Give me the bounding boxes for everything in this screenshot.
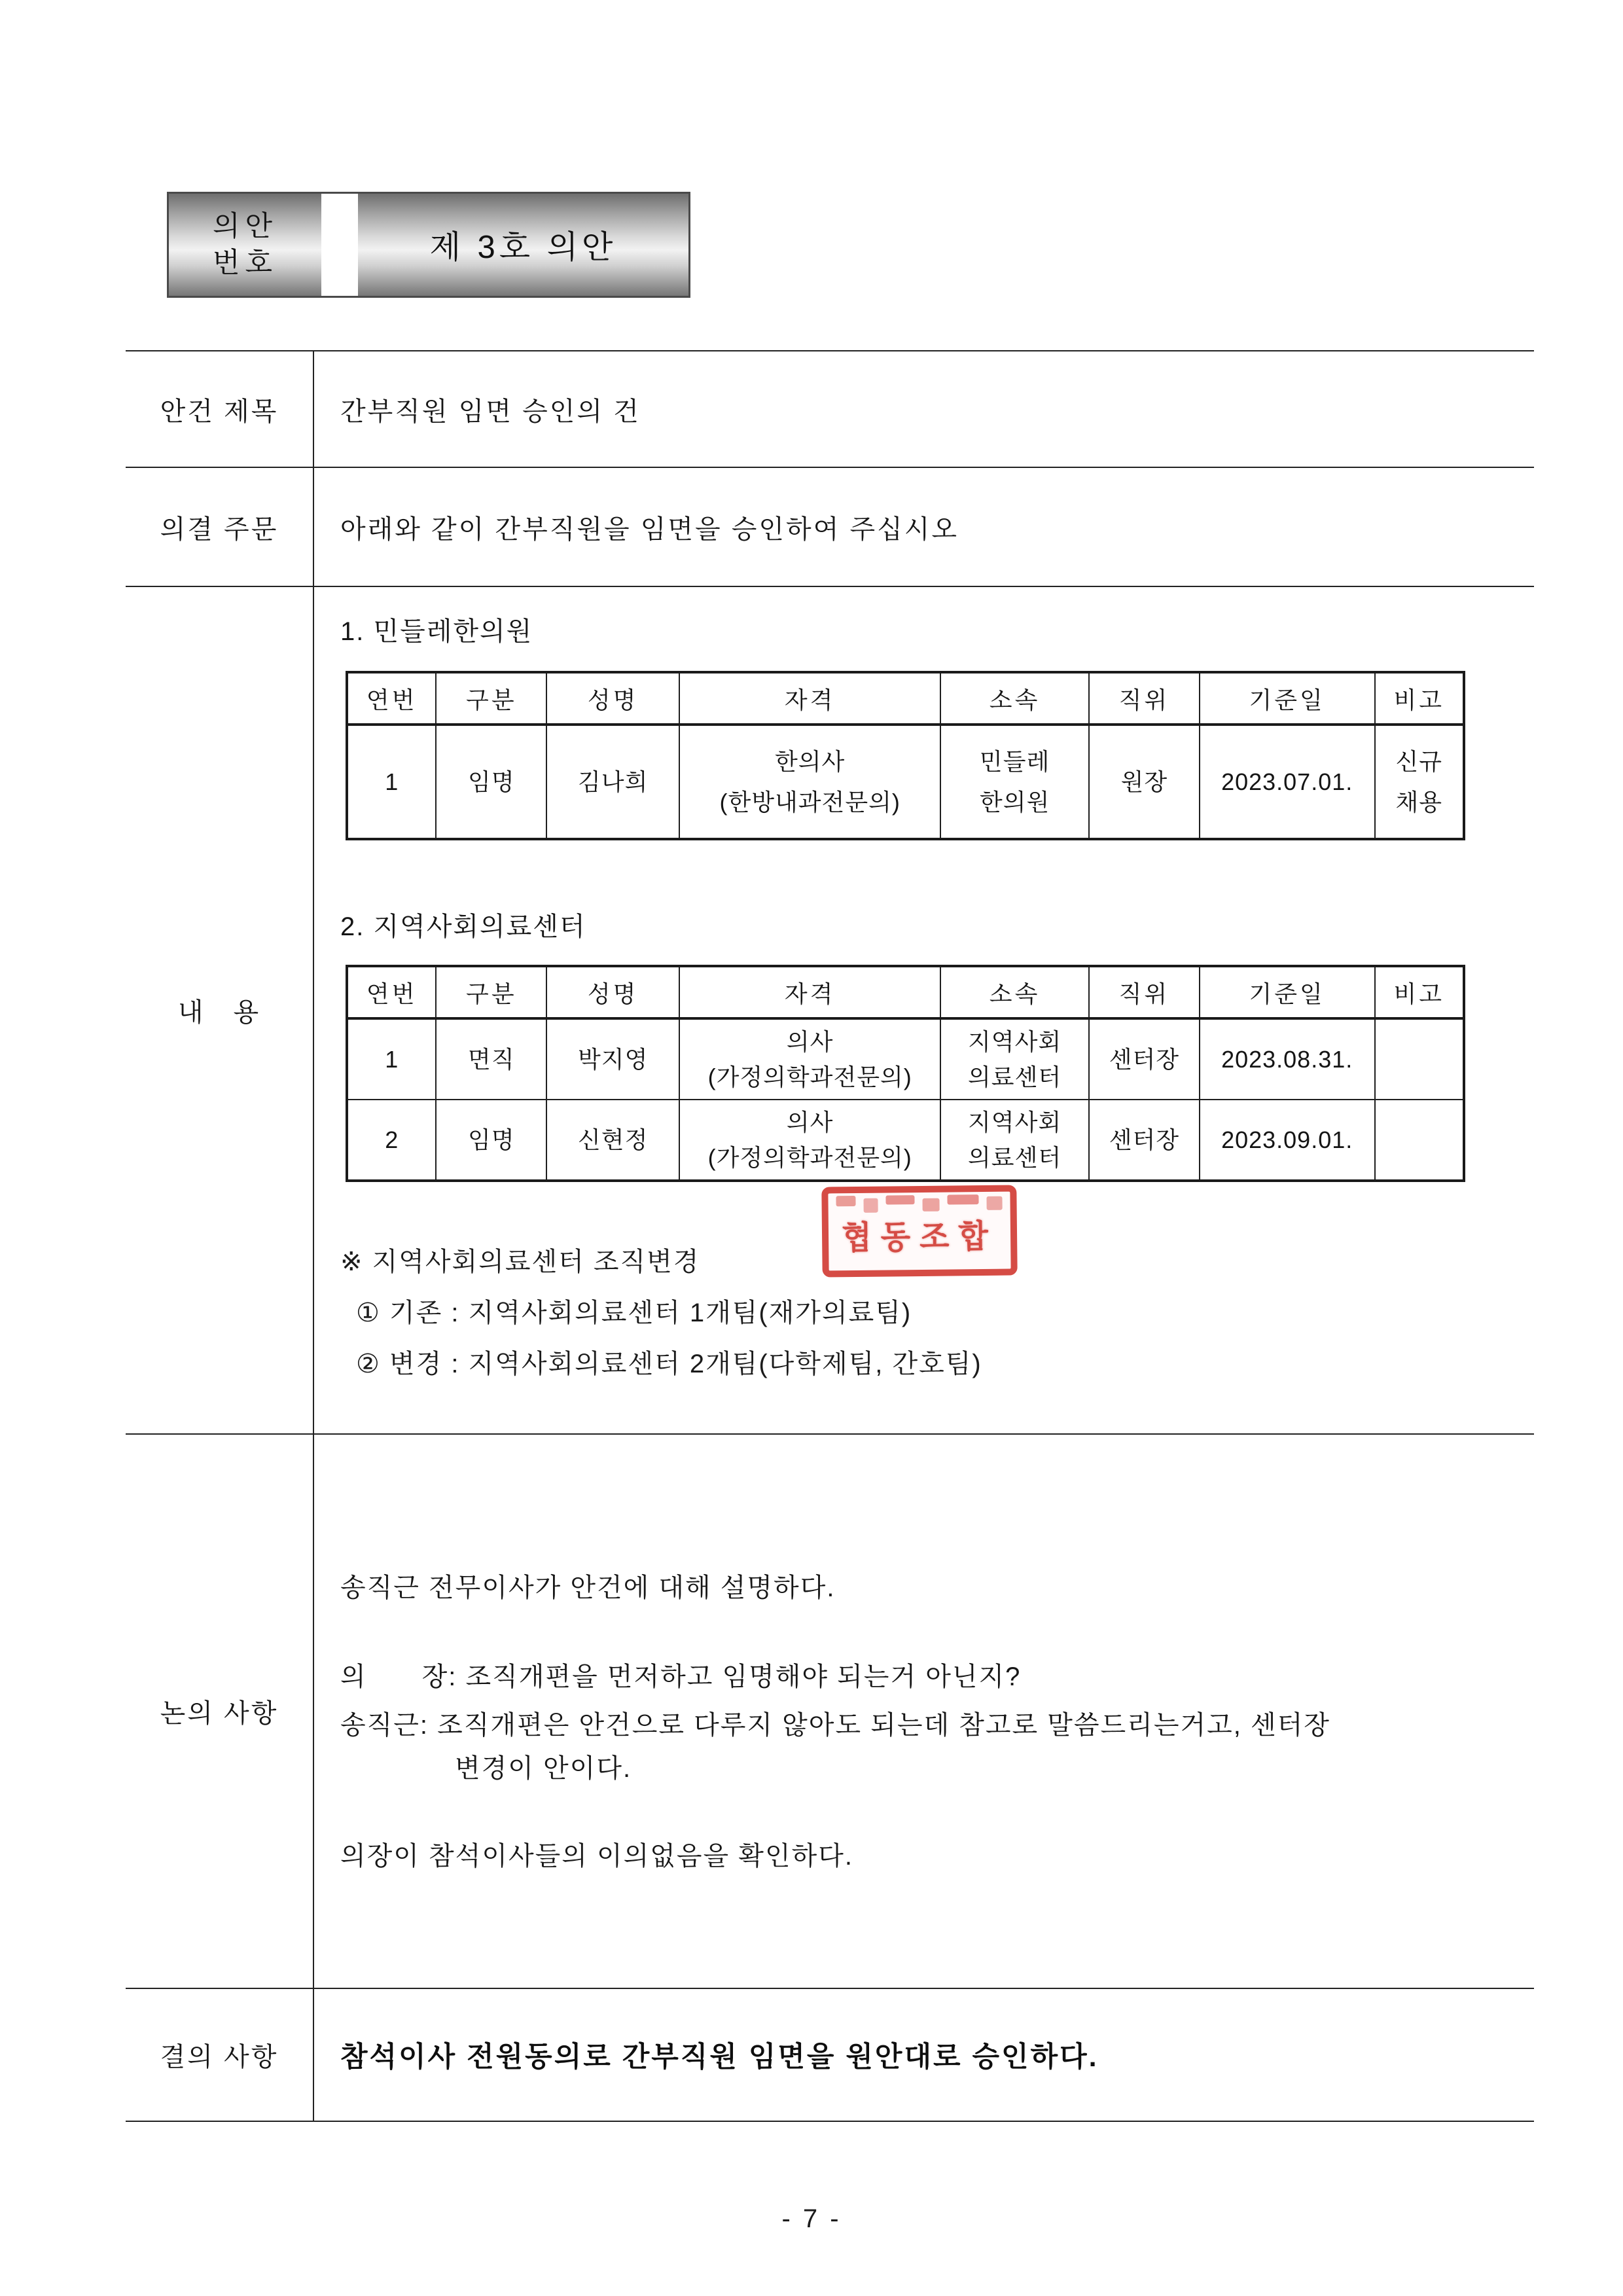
cell-position: 센터장: [1089, 1018, 1200, 1100]
agenda-number-box: [167, 192, 690, 298]
table2-header-date: 기준일: [1200, 966, 1375, 1018]
seal-text: 협동조합: [841, 1217, 998, 1256]
table2-row-2: [347, 1100, 1464, 1181]
discussion-line-2: 의 장: 조직개편을 먼저하고 임명해야 되는거 아닌지?: [340, 1662, 1022, 1691]
table1-header-name: 성명: [546, 672, 679, 725]
row-content: [126, 587, 1534, 1435]
discussion-line-1: 송직근 전무이사가 안건에 대해 설명하다.: [340, 1573, 836, 1602]
resolution-request-cell: [314, 468, 1534, 586]
org-change-item-2: ② 변경 : 지역사회의료센터 2개팀(다학제팀, 간호팀): [356, 1350, 982, 1378]
cell-qualification: [679, 1018, 940, 1100]
table1-header-affiliation: 소속: [940, 672, 1089, 725]
section2-title: 2. 지역사회의료센터: [340, 912, 586, 941]
cell-seq-no: 2: [347, 1100, 436, 1181]
table2-header-row: [347, 966, 1464, 1018]
row-resolution-request: [126, 468, 1534, 587]
resolution-value: 참석이사 전원동의로 간부직원 임면을 원안대로 승인하다.: [340, 2041, 1099, 2073]
qualification-line2: (한방내과전문의): [719, 788, 901, 816]
org-change-heading: ※ 지역사회의료센터 조직변경: [340, 1247, 700, 1276]
table2-header-name: 성명: [546, 966, 679, 1018]
cell-position: 센터장: [1089, 1100, 1200, 1181]
qualification-line1: 한의사: [775, 747, 846, 775]
cell-type: 면직: [436, 1018, 546, 1100]
resolution-cell: [314, 1989, 1534, 2121]
cell-date: 2023.07.01.: [1200, 725, 1375, 839]
agenda-title-label: 안건 제목: [126, 351, 314, 467]
cell-date: 2023.08.31.: [1200, 1018, 1375, 1100]
qualification-line1: 의사: [786, 1028, 834, 1055]
page-number: - 7 -: [781, 2204, 842, 2233]
qualification-line2: (가정의학과전문의): [707, 1063, 912, 1090]
agenda-number-label-line1: 의안: [212, 211, 278, 242]
cell-date: 2023.09.01.: [1200, 1100, 1375, 1181]
row-resolution: [126, 1989, 1534, 2122]
note-line1: 신규: [1395, 747, 1443, 775]
agenda-number-label: [169, 194, 321, 296]
cell-qualification: [679, 1100, 940, 1181]
row-agenda-title: [126, 351, 1534, 468]
affiliation-line1: 지역사회: [968, 1108, 1062, 1136]
table2-header-no: 연번: [347, 966, 436, 1018]
affiliation-line2: 의료센터: [968, 1063, 1062, 1090]
cell-name: 박지영: [546, 1018, 679, 1100]
cell-seq-no: 1: [347, 1018, 436, 1100]
seal-partial-top-row: [828, 1192, 1010, 1219]
table2-header-affiliation: 소속: [940, 966, 1089, 1018]
discussion-cell: [314, 1435, 1534, 1988]
org-change-item-1: ① 기존 : 지역사회의료센터 1개팀(재가의료팀): [356, 1299, 912, 1327]
cell-name: 신현정: [546, 1100, 679, 1181]
table2-row-1: [347, 1018, 1464, 1100]
table1-header-note: 비고: [1375, 672, 1464, 725]
agenda-number-label-line2: 번호: [212, 247, 278, 279]
qualification-line1: 의사: [786, 1108, 834, 1136]
table1-row-1: [347, 725, 1464, 839]
table1-header-date: 기준일: [1200, 672, 1375, 725]
red-seal-stamp: [821, 1185, 1017, 1277]
table1-header-qualification: 자격: [679, 672, 940, 725]
cell-note: [1375, 1018, 1464, 1100]
agenda-title-value: 간부직원 임면 승인의 건: [340, 397, 641, 426]
cell-affiliation: [940, 1100, 1089, 1181]
discussion-line-3: 송직근: 조직개편은 안건으로 다루지 않아도 되는데 참고로 말씀드리는거고, 센터장: [340, 1711, 1330, 1740]
agenda-title-cell: [314, 351, 1534, 467]
agenda-number-value: 제 3호 의안: [429, 230, 617, 265]
resolution-request-value: 아래와 같이 간부직원을 임면을 승인하여 주십시오: [340, 514, 959, 544]
resolution-request-label: 의결 주문: [126, 468, 314, 586]
resolution-label: 결의 사항: [126, 1989, 314, 2121]
content-label: 내 용: [126, 587, 314, 1433]
note-line2: 채용: [1395, 788, 1443, 816]
cell-position: 원장: [1089, 725, 1200, 839]
content-cell: [314, 587, 1534, 1433]
row-discussion: [126, 1435, 1534, 1989]
discussion-line-4: 변경이 안이다.: [455, 1754, 632, 1783]
cell-type: 임명: [436, 725, 546, 839]
table1-header-type: 구분: [436, 672, 546, 725]
affiliation-line1: 지역사회: [968, 1028, 1062, 1055]
cell-note: [1375, 725, 1464, 839]
cell-name: 김나희: [546, 725, 679, 839]
discussion-line-5: 의장이 참석이사들의 이의없음을 확인하다.: [340, 1842, 853, 1871]
section1-title: 1. 민들레한의원: [340, 617, 533, 646]
cell-note: [1375, 1100, 1464, 1181]
personnel-table-1: [346, 671, 1465, 840]
affiliation-line2: 한의원: [979, 788, 1050, 816]
cell-type: 임명: [436, 1100, 546, 1181]
table2-header-position: 직위: [1089, 966, 1200, 1018]
cell-affiliation: [940, 725, 1089, 839]
affiliation-line1: 민들레: [979, 747, 1050, 775]
table2-header-note: 비고: [1375, 966, 1464, 1018]
personnel-table-2: [346, 965, 1465, 1182]
qualification-line2: (가정의학과전문의): [707, 1143, 912, 1171]
header-box-divider: [321, 194, 358, 296]
cell-qualification: [679, 725, 940, 839]
table1-header-no: 연번: [347, 672, 436, 725]
table2-header-type: 구분: [436, 966, 546, 1018]
table2-header-qualification: 자격: [679, 966, 940, 1018]
cell-affiliation: [940, 1018, 1089, 1100]
discussion-label: 논의 사항: [126, 1435, 314, 1988]
table1-header-row: [347, 672, 1464, 725]
affiliation-line2: 의료센터: [968, 1143, 1062, 1171]
cell-seq-no: 1: [347, 725, 436, 839]
table1-header-position: 직위: [1089, 672, 1200, 725]
